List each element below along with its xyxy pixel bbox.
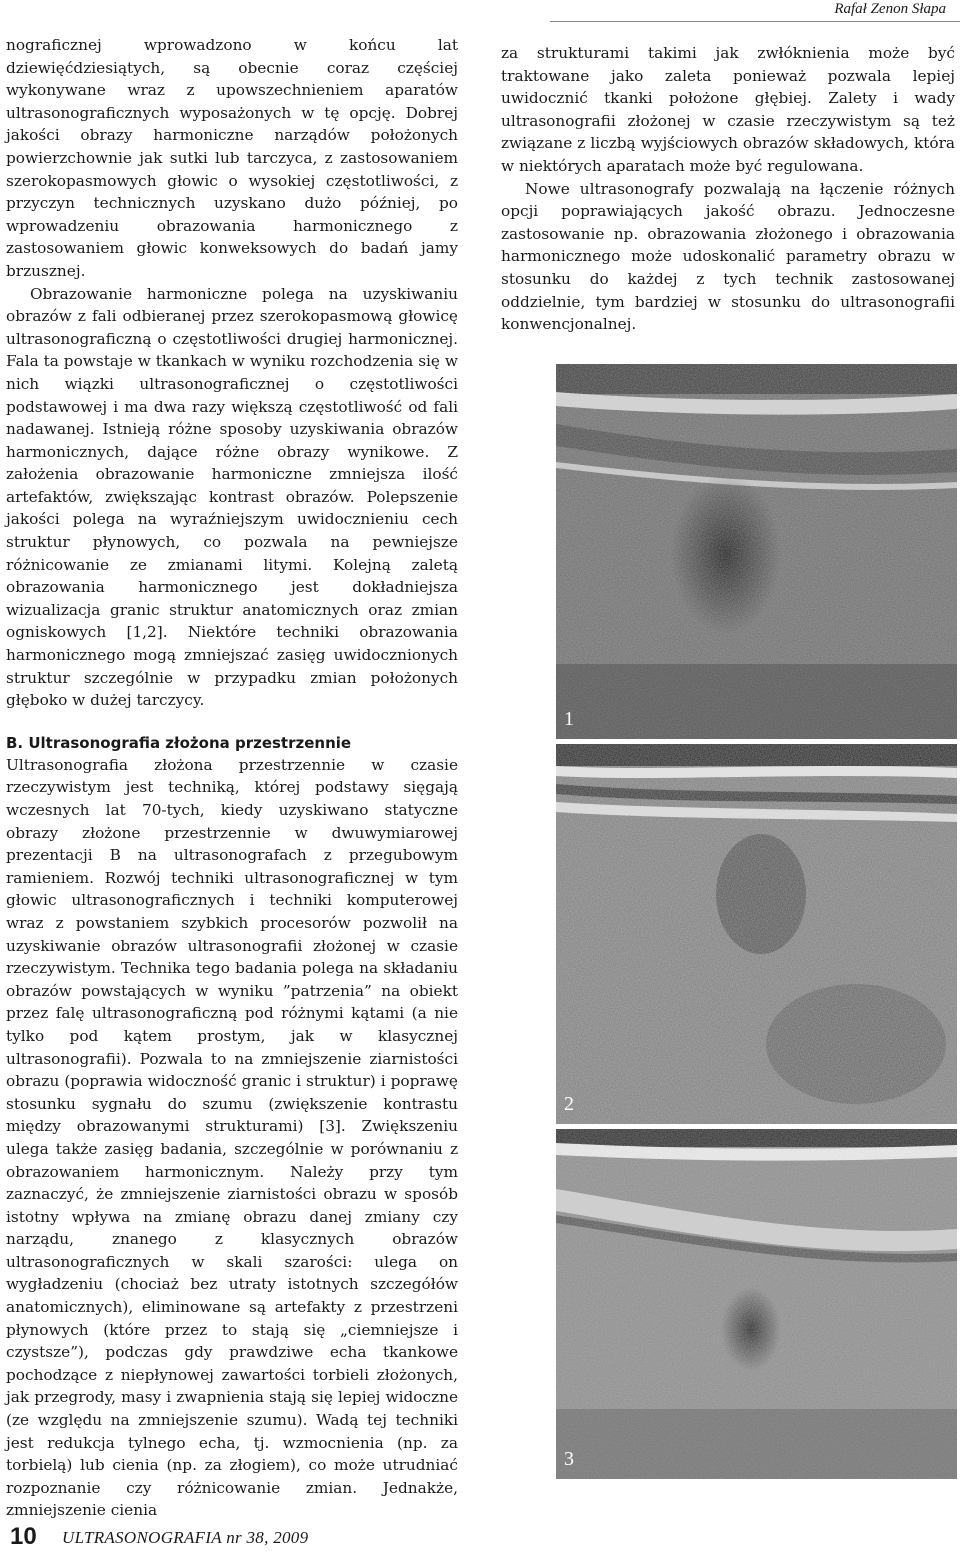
- left-text-column: [6, 34, 458, 1522]
- ultrasound-image-1-graphic: [556, 364, 957, 739]
- body-paragraph: nograficznej wprowadzono w końcu lat dziewięćdziesiątych, są obecnie coraz częściej wykonywane wraz z upowszechnieniem aparatów ultrasonograficznych wyposażonych w tę opcję. Dobrej jakości obrazy harmoniczne narządów położonych powierzchownie jak sutki lub tarczyca, z zastosowaniem szerokopasmowych głowic o wysokiej częstotliwości, z przyczyn technicznych uzyskano dużo później, po wprowadzeniu obrazowania harmonicznego z zastosowaniem głowic konweksowych do badań jamy brzusznej.: [6, 36, 458, 280]
- ultrasound-image-2: [556, 744, 957, 1124]
- journal-citation: ULTRASONOGRAFIA nr 38, 2009: [62, 1528, 309, 1547]
- body-paragraph: Obrazowanie harmoniczne polega na uzyskiwaniu obrazów z fali odbieranej przez szerokopasmową głowicę ultrasonograficzną o częstotliwości drugiej harmonicznej. Fala ta powstaje w tkankach w wyniku rozchodzenia się w nich wiązki ultrasonograficznej o częstotliwości podstawowej i ma dwa razy większą częstotliwość od fali nadawanej. Istnieją różne sposoby uzyskiwania obrazów harmonicznych, dające różne obrazy wynikowe. Z założenia obrazowanie harmoniczne zmniejsza ilość artefaktów, zwiększając kontrast obrazów. Polepszenie jakości polega na wyraźniejszym uwidocznieniu cech struktur płynowych, co pozwala na pewniejsze różnicowanie ze zmianami litymi. Kolejną zaletą obrazowania harmonicznego jest dokładniejsza wizualizacja granic struktur anatomicznych oraz zmian ogniskowych [1,2]. Niektóre techniki obrazowania harmonicznego mogą zmniejszać zasięg uwidocznionych struktur szczególnie w przypadku zmian położonych głęboko w dużej tarczycy.: [6, 284, 458, 710]
- body-paragraph: za strukturami takimi jak zwłóknienia może być traktowane jako zaleta ponieważ pozwala lepiej uwidocznić tkanki położone głębiej. Zalety i wady ultrasonografii złożonej w czasie rzeczywistym są też związane z liczbą wyjściowych obrazów składowych, która w niektórych aparatach może być regulowana.: [501, 44, 955, 175]
- body-paragraph: Nowe ultrasonografy pozwalają na łączenie różnych opcji poprawiających jakość obrazu. Jednoczesne zastosowanie np. obrazowania złożonego i obrazowania harmonicznego może udoskonalić parametry obrazu w stosunku do każdej z tych technik zastosowanej oddzielnie, tym bardziej w stosunku do ultrasonografii konwencjonalnej.: [501, 179, 955, 334]
- ultrasound-image-3: [556, 1129, 957, 1479]
- right-text-column: [501, 42, 955, 336]
- ultrasound-image-2-graphic: [556, 744, 957, 1124]
- body-paragraph: Ultrasonografia złożona przestrzennie w czasie rzeczywistym jest techniką, której podstawy sięgają wczesnych lat 70-tych, kiedy uzyskiwano statyczne obrazy złożone przestrzennie w dwuwymiarowej prezentacji B na ultrasonografach z przegubowym ramieniem. Rozwój techniki ultrasonograficznej w tym głowic ultrasonograficznych i techniki komputerowej wraz z powstaniem szybkich procesorów pozwolił na uzyskiwanie obrazów ultrasonografii złożonej w czasie rzeczywistym. Technika tego badania polega na składaniu obrazów powstających w wyniku ”patrzenia” na obiekt przez falę ultrasonograficzną pod różnymi kątami (a nie tylko pod kątem prostym, jak w klasycznej ultrasonografii). Pozwala to na zmniejszenie ziarnistości obrazu (poprawia widoczność granic i struktur) i poprawę stosunku sygnału do szumu (zwiększenie kontrastu między obrazowanymi strukturami) [3]. Zwiększeniu ulega także zasięg badania, szczególnie w porównaniu z obrazowaniem harmonicznym. Należy przy tym zaznaczyć, że zmniejszenie ziarnistości obrazu w sposób istotny wpływa na zmianę obrazu danej zmiany czy narządu, znanego z klasycznych obrazów ultrasonograficznych w skali szarości: ulega on wygładzeniu (chociaż bez utraty istotnych szczegółów anatomicznych), eliminowane są artefakty z przestrzeni płynowych (które przez to stają się „ciemniejsze i czystsze”), podczas gdy prawdziwe echa tkankowe pochodzące z niepłynowej zawartości torbieli złożonych, jak przegrody, masy i zwapnienia stają się lepiej widoczne (ze względu na zmniejszenie szumu). Wadą tej techniki jest redukcja tylnego echa, tj. wzmocnienia (np. za torbielą) lub cienia (np. za złogiem), co może utrudniać rozpoznanie czy różnicowanie zmian. Jednakże, zmniejszenie cienia: [6, 755, 458, 1520]
- page-number: 10: [10, 1523, 37, 1550]
- ultrasound-image-3-graphic: [556, 1129, 957, 1479]
- figure-label-1: 1: [564, 708, 574, 730]
- ultrasound-image-1: [556, 364, 957, 739]
- figure-label-2: 2: [564, 1093, 574, 1115]
- running-header-author: Rafał Zenon Słapa: [550, 0, 960, 22]
- figure-label-3: 3: [564, 1448, 574, 1470]
- section-heading: B. Ultrasonografia złożona przestrzennie: [6, 733, 352, 752]
- page-footer: [0, 1521, 960, 1556]
